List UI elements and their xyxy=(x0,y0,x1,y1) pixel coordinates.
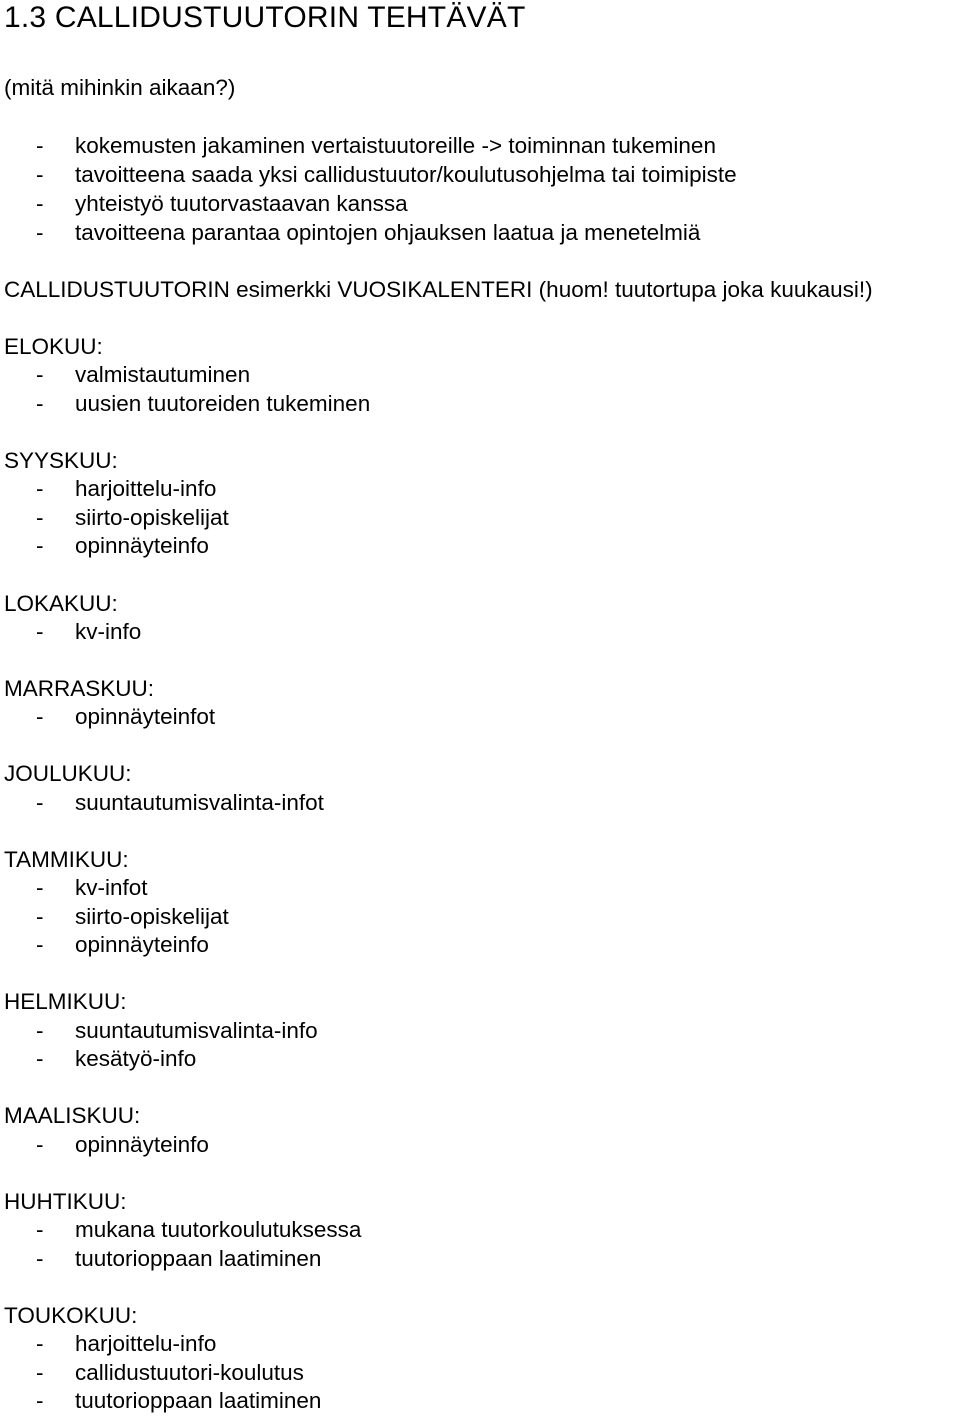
month-heading: MAALISKUU: xyxy=(4,1103,141,1128)
month-heading: MARRASKUU: xyxy=(4,676,155,701)
month-item xyxy=(0,789,960,817)
bullet-dash: - xyxy=(36,1018,44,1043)
month-heading: LOKAKUU: xyxy=(4,591,118,616)
bullet-dash: - xyxy=(36,476,44,501)
intro-bullet-text: yhteistyö tuutorvastaavan kanssa xyxy=(75,191,408,216)
month-heading: SYYSKUU: xyxy=(4,448,118,473)
bullet-dash: - xyxy=(36,1046,44,1071)
month-item-text: kesätyö-info xyxy=(75,1046,197,1071)
bullet-dash: - xyxy=(36,505,44,530)
month-item xyxy=(0,1131,960,1159)
bullet-dash: - xyxy=(36,1246,44,1271)
intro-bullet-text: tavoitteena parantaa opintojen ohjauksen laatua ja menetelmiä xyxy=(75,220,701,245)
month-item-text: harjoittelu-info xyxy=(75,476,217,501)
month-item xyxy=(0,1216,960,1244)
month-item-text: callidustuutori-koulutus xyxy=(75,1360,304,1385)
month-item xyxy=(0,1359,960,1387)
month-item-text: suuntautumisvalinta-info xyxy=(75,1018,318,1043)
month-heading: HUHTIKUU: xyxy=(4,1189,127,1214)
bullet-dash: - xyxy=(36,619,44,644)
month-heading: HELMIKUU: xyxy=(4,989,127,1014)
month-item-text: tuutorioppaan laatiminen xyxy=(75,1388,322,1413)
month-item xyxy=(0,703,960,731)
month-item xyxy=(0,874,960,902)
month-item-text: siirto-opiskelijat xyxy=(75,904,229,929)
document-subtitle: (mitä mihinkin aikaan?) xyxy=(4,75,236,100)
bullet-dash: - xyxy=(36,362,44,387)
month-item-text: tuutorioppaan laatiminen xyxy=(75,1246,322,1271)
month-item xyxy=(0,475,960,503)
bullet-dash: - xyxy=(36,1388,44,1413)
document-title: 1.3 CALLIDUSTUUTORIN TEHTÄVÄT xyxy=(4,1,526,34)
intro-bullet xyxy=(0,132,960,160)
month-item-text: kv-infot xyxy=(75,875,148,900)
month-item-text: opinnäyteinfo xyxy=(75,533,209,558)
month-item-text: opinnäyteinfot xyxy=(75,704,216,729)
month-item xyxy=(0,1387,960,1415)
bullet-dash: - xyxy=(36,220,44,245)
month-item-text: kv-info xyxy=(75,619,142,644)
month-item xyxy=(0,1330,960,1358)
bullet-dash: - xyxy=(36,1360,44,1385)
month-item xyxy=(0,390,960,418)
month-item-text: uusien tuutoreiden tukeminen xyxy=(75,391,371,416)
month-item-text: opinnäyteinfo xyxy=(75,1132,209,1157)
month-item xyxy=(0,1045,960,1073)
month-item xyxy=(0,931,960,959)
month-item xyxy=(0,903,960,931)
month-heading: TAMMIKUU: xyxy=(4,847,129,872)
intro-bullet xyxy=(0,219,960,247)
bullet-dash: - xyxy=(36,1217,44,1242)
month-heading: ELOKUU: xyxy=(4,334,103,359)
bullet-dash: - xyxy=(36,790,44,815)
bullet-dash: - xyxy=(36,704,44,729)
bullet-dash: - xyxy=(36,932,44,957)
month-item xyxy=(0,504,960,532)
month-item-text: suuntautumisvalinta-infot xyxy=(75,790,324,815)
month-heading: JOULUKUU: xyxy=(4,761,132,786)
month-item xyxy=(0,618,960,646)
bullet-dash: - xyxy=(36,391,44,416)
intro-bullet-text: tavoitteena saada yksi callidustuutor/koulutusohjelma tai toimipiste xyxy=(75,162,737,187)
bullet-dash: - xyxy=(36,1132,44,1157)
bullet-dash: - xyxy=(36,191,44,216)
bullet-dash: - xyxy=(36,904,44,929)
intro-bullet-text: kokemusten jakaminen vertaistuutoreille -> toiminnan tukeminen xyxy=(75,133,716,158)
month-item xyxy=(0,361,960,389)
month-item-text: opinnäyteinfo xyxy=(75,932,209,957)
month-item xyxy=(0,532,960,560)
intro-bullet xyxy=(0,190,960,218)
month-item-text: mukana tuutorkoulutuksessa xyxy=(75,1217,362,1242)
calendar-heading: CALLIDUSTUUTORIN esimerkki VUOSIKALENTERI (huom! tuutortupa joka kuukausi!) xyxy=(4,277,873,302)
bullet-dash: - xyxy=(36,875,44,900)
month-item xyxy=(0,1245,960,1273)
bullet-dash: - xyxy=(36,162,44,187)
bullet-dash: - xyxy=(36,133,44,158)
month-item-text: valmistautuminen xyxy=(75,362,251,387)
bullet-dash: - xyxy=(36,533,44,558)
intro-bullet xyxy=(0,161,960,189)
month-item xyxy=(0,1017,960,1045)
bullet-dash: - xyxy=(36,1331,44,1356)
month-item-text: harjoittelu-info xyxy=(75,1331,217,1356)
month-heading: TOUKOKUU: xyxy=(4,1303,138,1328)
month-item-text: siirto-opiskelijat xyxy=(75,505,229,530)
